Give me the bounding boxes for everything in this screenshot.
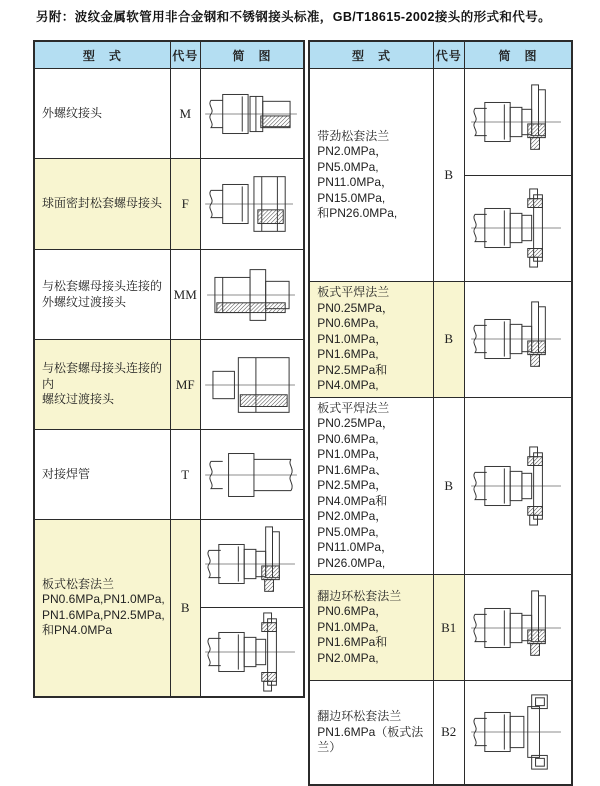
type-text-line: 与松套螺母接头连接的内: [42, 361, 163, 391]
table-row: [34, 159, 304, 250]
code-cell: B2: [433, 681, 464, 785]
column-header-sketch: 简 图: [200, 41, 304, 69]
type-text-line: 球面密封松套螺母接头: [42, 196, 163, 211]
type-text-line: PN0.6MPa，PN1.0MPa,: [317, 604, 388, 634]
type-text-line: PN11.0MPa，PN26.0MPa,: [317, 540, 394, 570]
type-text-line: PN1.0MPa，PN1.6MPa、: [317, 447, 388, 477]
type-cell: [309, 397, 433, 575]
flange-b2-sketch: [465, 681, 572, 783]
sketch-stack: [465, 289, 572, 389]
type-text-line: PN1.6MPa（板式法兰）: [317, 724, 424, 754]
type-text-line: 与松套螺母接头连接的: [42, 279, 163, 293]
type-text-line: 板式平焊法兰: [317, 400, 390, 415]
male-female-adapter-sketch: [201, 341, 304, 429]
table-row: [34, 250, 304, 340]
page-title: 另附：波纹金属软管用非合金钢和不锈钢接头标准，GB/T18615-2002接头的形式和代号。: [36, 10, 551, 24]
column-header-type: 型 式: [34, 41, 170, 69]
type-text-line: PN1.0MPa，PN1.6MPa,: [317, 331, 388, 361]
code-cell: T: [170, 430, 200, 520]
loose-nut-sketch: [201, 160, 304, 249]
column-header-type: 型 式: [309, 41, 433, 69]
sketch-stack: [201, 520, 304, 695]
fitting-table-left: [33, 40, 305, 698]
type-cell: [34, 250, 170, 340]
fitting-table-right: [308, 40, 573, 786]
type-cell: [309, 69, 433, 282]
code-cell: B: [433, 282, 464, 398]
code-cell: B: [170, 520, 200, 697]
column-header-code: 代号: [433, 41, 464, 69]
type-text-line: PN1.6MPa和PN2.0MPa,: [317, 635, 388, 665]
type-text-line: 翻边环松套法兰: [317, 588, 402, 603]
flange-up-sketch: [465, 576, 572, 680]
table-row: [34, 430, 304, 520]
flange-up-sketch: [465, 70, 572, 175]
table-row: [309, 282, 572, 398]
code-cell: MM: [170, 250, 200, 340]
type-text-line: PN2.5MPa，PN4.0MPa和: [317, 478, 388, 508]
flange-up-sketch: [201, 520, 304, 607]
table-row: [309, 397, 572, 575]
sketch-cell: [200, 69, 304, 159]
type-text-line: 翻边环松套法兰: [317, 709, 402, 723]
flange-up-sketch: [465, 289, 572, 389]
male-male-adapter-sketch: [201, 251, 304, 339]
type-text-line: PN0.25MPa，PN0.6MPa,: [317, 300, 394, 330]
fitting-tables-container: [33, 40, 573, 786]
sketch-cell: [464, 681, 572, 785]
type-cell: [309, 282, 433, 398]
butt-weld-tube-sketch: [201, 431, 304, 519]
flange-mid-sketch: [465, 435, 572, 536]
type-text-line: 板式松套法兰: [42, 576, 115, 591]
flange-mid-sketch: [465, 175, 572, 281]
table-row: [34, 340, 304, 430]
column-header-sketch: 简 图: [464, 41, 572, 69]
type-text-line: PN0.6MPa,PN1.0MPa,: [42, 592, 165, 607]
type-text-line: PN2.0MPa，PN5.0MPa,: [317, 509, 388, 539]
type-text-line: 外螺纹接头: [42, 105, 103, 120]
type-text-line: PN0.25MPa，PN0.6MPa,: [317, 416, 394, 446]
code-cell: B: [433, 69, 464, 282]
sketch-cell: [200, 340, 304, 430]
type-cell: [34, 159, 170, 250]
code-cell: B1: [433, 575, 464, 681]
type-text-line: 螺纹过渡接头: [42, 392, 115, 407]
sketch-cell: [464, 397, 572, 575]
flange-mid-sketch: [201, 607, 304, 695]
header-row: [34, 41, 304, 69]
type-cell: [34, 430, 170, 520]
type-text-line: PN1.6MPa,PN2.5MPa,: [42, 607, 165, 622]
sketch-stack: [465, 70, 572, 281]
sketch-cell: [464, 69, 572, 282]
type-text-line: 和PN26.0MPa,: [317, 206, 398, 220]
type-cell: [34, 340, 170, 430]
code-cell: MF: [170, 340, 200, 430]
sketch-stack: [201, 341, 304, 429]
sketch-stack: [465, 681, 572, 783]
code-cell: B: [433, 397, 464, 575]
type-text-line: 板式平焊法兰: [317, 285, 390, 299]
code-cell: M: [170, 69, 200, 159]
sketch-cell: [200, 430, 304, 520]
type-cell: [309, 681, 433, 785]
sketch-stack: [201, 70, 304, 158]
sketch-stack: [201, 160, 304, 249]
table-row: [309, 681, 572, 785]
sketch-stack: [201, 431, 304, 519]
sketch-stack: [465, 435, 572, 536]
table-row: [34, 69, 304, 159]
male-thread-sketch: [201, 70, 304, 158]
type-text-line: 和PN4.0MPa: [42, 623, 113, 638]
table-row: [309, 575, 572, 681]
column-header-code: 代号: [170, 41, 200, 69]
sketch-stack: [201, 251, 304, 339]
sketch-cell: [200, 520, 304, 697]
type-text-line: PN2.0MPa，PN5.0MPa,: [317, 144, 388, 174]
sketch-cell: [464, 282, 572, 398]
header-row: [309, 41, 572, 69]
table-row: [34, 520, 304, 697]
type-cell: [34, 520, 170, 697]
type-cell: [34, 69, 170, 159]
sketch-cell: [200, 159, 304, 250]
type-text-line: 带劲松套法兰: [317, 128, 390, 143]
type-cell: [309, 575, 433, 681]
type-text-line: 对接焊管: [42, 466, 91, 481]
sketch-cell: [200, 250, 304, 340]
sketch-cell: [464, 575, 572, 681]
type-text-line: PN11.0MPa，PN15.0MPa,: [317, 175, 394, 205]
sketch-stack: [465, 576, 572, 680]
type-text-line: PN2.5MPa和PN4.0MPa,: [317, 362, 388, 392]
type-text-line: 外螺纹过渡接头: [42, 294, 127, 309]
code-cell: F: [170, 159, 200, 250]
table-row: [309, 69, 572, 282]
